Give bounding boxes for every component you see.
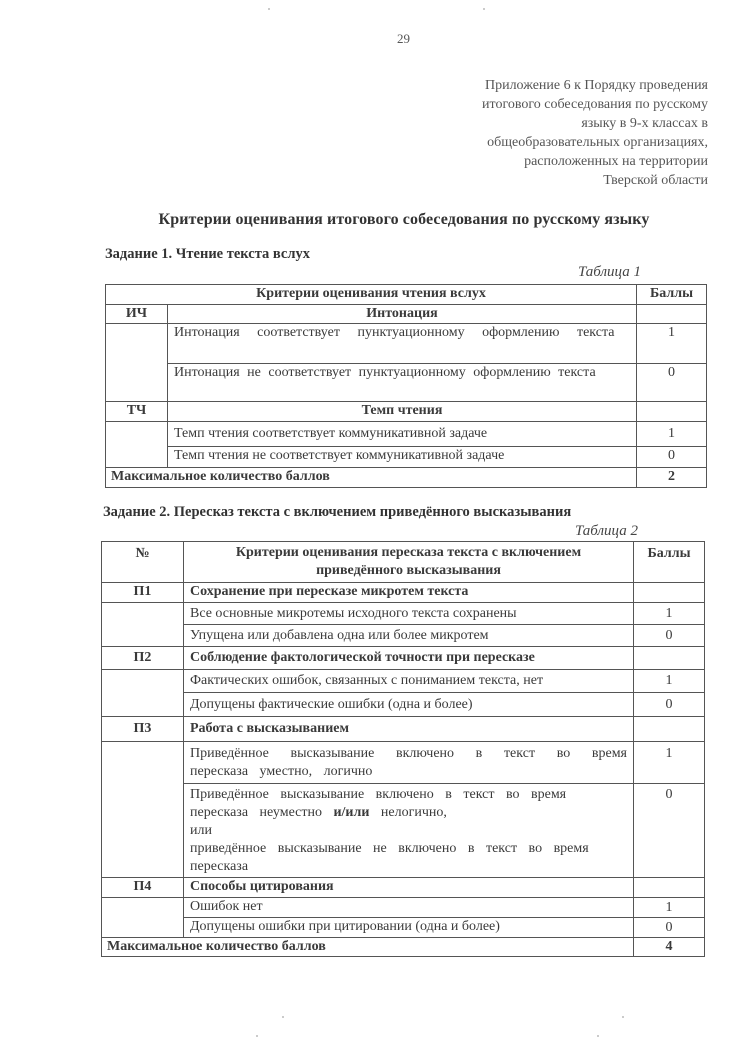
points-cell-empty [637,402,707,422]
task1-table-caption: Таблица 1 [578,264,641,280]
appendix-header [418,76,708,190]
criterion-code: ТЧ [106,402,168,422]
points-value: 1 [637,324,707,364]
criterion-name: Сохранение при пересказе микротем текста [184,583,634,603]
code-spacer [106,422,168,468]
table-row [102,625,705,647]
max-score-row [102,938,705,957]
task2-criteria-table [101,541,705,957]
criterion-text-part: нелогично, [369,805,447,820]
task2-table-caption: Таблица 2 [575,523,638,539]
points-value: 0 [634,918,705,938]
points-value: 0 [634,625,705,647]
task1-heading: Задание 1. Чтение текста вслух [105,246,310,262]
criterion-name: Работа с высказыванием [184,717,634,742]
points-cell-empty [637,305,707,324]
table-row [106,447,707,468]
criterion-text: Фактических ошибок, связанных с пониманием текста, нет [184,670,634,693]
criterion-code: П3 [102,717,184,742]
header-number: № [102,542,184,583]
appendix-line: итогового собеседования по русскому [482,97,708,112]
table-row [102,742,705,784]
group-row-p2 [102,647,705,670]
max-score-row [106,468,707,488]
criterion-text: Допущены ошибки при цитировании (одна и более) [184,918,634,938]
header-criteria: Критерии оценивания пересказа текста с включением приведённого высказывания [184,542,634,583]
code-spacer [106,324,168,402]
header-criteria: Критерии оценивания чтения вслух [106,285,637,305]
scan-speck [256,1035,258,1037]
criterion-text-or: или [190,823,212,838]
criterion-text: Интонация не соответствует пунктуационному оформлению текста [168,364,637,402]
points-value: 0 [634,693,705,717]
group-row-p1 [102,583,705,603]
criterion-text: Все основные микротемы исходного текста сохранены [184,603,634,625]
appendix-line: общеобразовательных организациях, [487,135,708,150]
criterion-name: Соблюдение фактологической точности при пересказе [184,647,634,670]
code-spacer [102,670,184,717]
max-score-value: 4 [634,938,705,957]
code-spacer [102,898,184,938]
header-points: Баллы [634,542,705,583]
points-cell-empty [634,583,705,603]
scan-speck [597,1035,599,1037]
criterion-code: П1 [102,583,184,603]
table-row [106,422,707,447]
code-spacer [102,742,184,878]
criterion-text-part: Приведённое высказывание включено в текст во время пересказа неуместно [190,787,567,820]
scan-speck [268,8,270,10]
table-row [106,324,707,364]
criterion-text: Ошибок нет [184,898,634,918]
max-score-label: Максимальное количество баллов [102,938,634,957]
points-value: 1 [634,898,705,918]
points-cell-empty [634,717,705,742]
criterion-code: ИЧ [106,305,168,324]
criterion-text: Упущена или добавлена одна или более микротем [184,625,634,647]
group-row-ich [106,305,707,324]
criterion-text-part: приведённое высказывание не включено в текст во время пересказа [190,841,589,874]
points-value: 1 [634,603,705,625]
points-cell-empty [634,878,705,898]
points-value: 1 [634,670,705,693]
task1-criteria-table [105,284,707,488]
group-row-p3 [102,717,705,742]
points-value: 1 [637,422,707,447]
scan-speck [282,1016,284,1018]
header-points: Баллы [637,285,707,305]
max-score-label: Максимальное количество баллов [106,468,637,488]
table-row [102,784,705,878]
scan-speck [622,1016,624,1018]
group-row-p4 [102,878,705,898]
points-cell-empty [634,647,705,670]
group-row-tch [106,402,707,422]
criterion-text: Приведённое высказывание включено в текст во время пересказа уместно, логично [184,742,634,784]
table-row [102,693,705,717]
points-value: 1 [634,742,705,784]
document-title: Критерии оценивания итогового собеседования по русскому языку [158,211,650,228]
criterion-code: П2 [102,647,184,670]
points-value: 0 [637,364,707,402]
appendix-line: языку в 9-х классах в [581,116,708,131]
code-spacer [102,603,184,647]
criterion-text: Интонация соответствует пунктуационному оформлению текста [168,324,637,364]
table-header-row [106,285,707,305]
table-row [102,603,705,625]
table-row [106,364,707,402]
criterion-name: Темп чтения [168,402,637,422]
table-row [102,918,705,938]
points-value: 0 [637,447,707,468]
criterion-name: Способы цитирования [184,878,634,898]
points-value: 0 [634,784,705,878]
appendix-line: Приложение 6 к Порядку проведения [484,78,708,93]
criterion-code: П4 [102,878,184,898]
appendix-line: расположенных на территории [524,154,708,169]
criterion-text-compound [184,784,634,878]
page-number: 29 [397,31,410,46]
table-row [102,898,705,918]
max-score-value: 2 [637,468,707,488]
scan-speck [483,8,485,10]
criterion-text: Темп чтения не соответствует коммуникативной задаче [168,447,637,468]
appendix-line: Тверской области [603,173,708,188]
criterion-text: Темп чтения соответствует коммуникативной задаче [168,422,637,447]
table-header-row [102,542,705,583]
table-row [102,670,705,693]
criterion-text-emphasis: и/или [333,805,370,820]
criterion-name: Интонация [168,305,637,324]
task2-heading: Задание 2. Пересказ текста с включением приведённого высказывания [103,504,572,520]
criterion-text: Допущены фактические ошибки (одна и более) [184,693,634,717]
